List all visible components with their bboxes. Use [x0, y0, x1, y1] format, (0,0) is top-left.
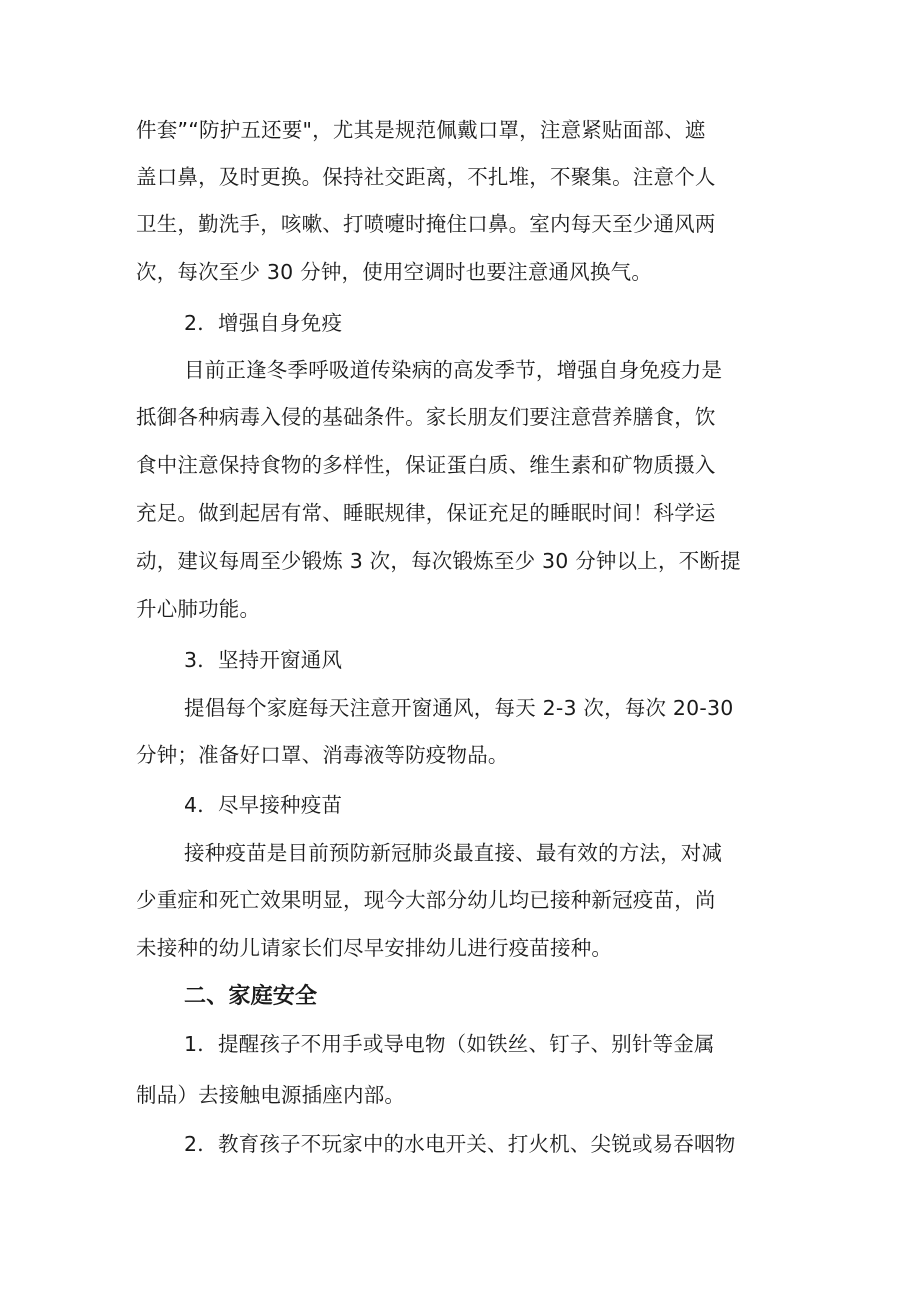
- paragraph-line: 目前正逢冬季呼吸道传染病的高发季节，增强自身免疫力是: [184, 358, 723, 382]
- section-heading-ventilation: 3．坚持开窗通风: [184, 648, 343, 672]
- paragraph-line: 未接种的幼儿请家长们尽早安排幼儿进行疫苗接种。: [136, 936, 613, 960]
- paragraph-line: 2．教育孩子不玩家中的水电开关、打火机、尖锐或易吞咽物: [184, 1132, 736, 1156]
- chapter-heading-home-safety: 二、家庭安全: [184, 984, 318, 1009]
- paragraph-line: 充足。做到起居有常、睡眠规律，保证充足的睡眠时间！科学运: [136, 501, 716, 525]
- section-heading-vaccination: 4．尽早接种疫苗: [184, 793, 343, 817]
- paragraph-line: 卫生，勤洗手，咳嗽、打喷嚏时掩住口鼻。室内每天至少通风两: [136, 212, 716, 236]
- paragraph-line: 抵御各种病毒入侵的基础条件。家长朋友们要注意营养膳食，饮: [136, 405, 716, 429]
- section-heading-immunity: 2．增强自身免疫: [184, 311, 343, 335]
- paragraph-line: 次，每次至少 30 分钟，使用空调时也要注意通风换气。: [136, 260, 653, 284]
- paragraph-line: 制品）去接触电源插座内部。: [136, 1083, 406, 1107]
- paragraph-line: 盖口鼻，及时更换。保持社交距离，不扎堆，不聚集。注意个人: [136, 165, 716, 189]
- paragraph-line: 食中注意保持食物的多样性，保证蛋白质、维生素和矿物质摄入: [136, 453, 716, 477]
- paragraph-line: 分钟；准备好口罩、消毒液等防疫物品。: [136, 743, 509, 767]
- paragraph-line: 件套”“防护五还要"，尤其是规范佩戴口罩，注意紧贴面部、遮: [136, 118, 706, 142]
- paragraph-line: 少重症和死亡效果明显，现今大部分幼儿均已接种新冠疫苗，尚: [136, 888, 716, 912]
- paragraph-line: 动，建议每周至少锻炼 3 次，每次锻炼至少 30 分钟以上，不断提: [136, 549, 741, 573]
- paragraph-line: 接种疫苗是目前预防新冠肺炎最直接、最有效的方法，对减: [184, 841, 723, 865]
- paragraph-line: 提倡每个家庭每天注意开窗通风，每天 2-3 次，每次 20-30: [184, 696, 734, 720]
- paragraph-line: 1．提醒孩子不用手或导电物（如铁丝、钉子、别针等金属: [184, 1032, 715, 1056]
- paragraph-line: 升心肺功能。: [136, 597, 261, 621]
